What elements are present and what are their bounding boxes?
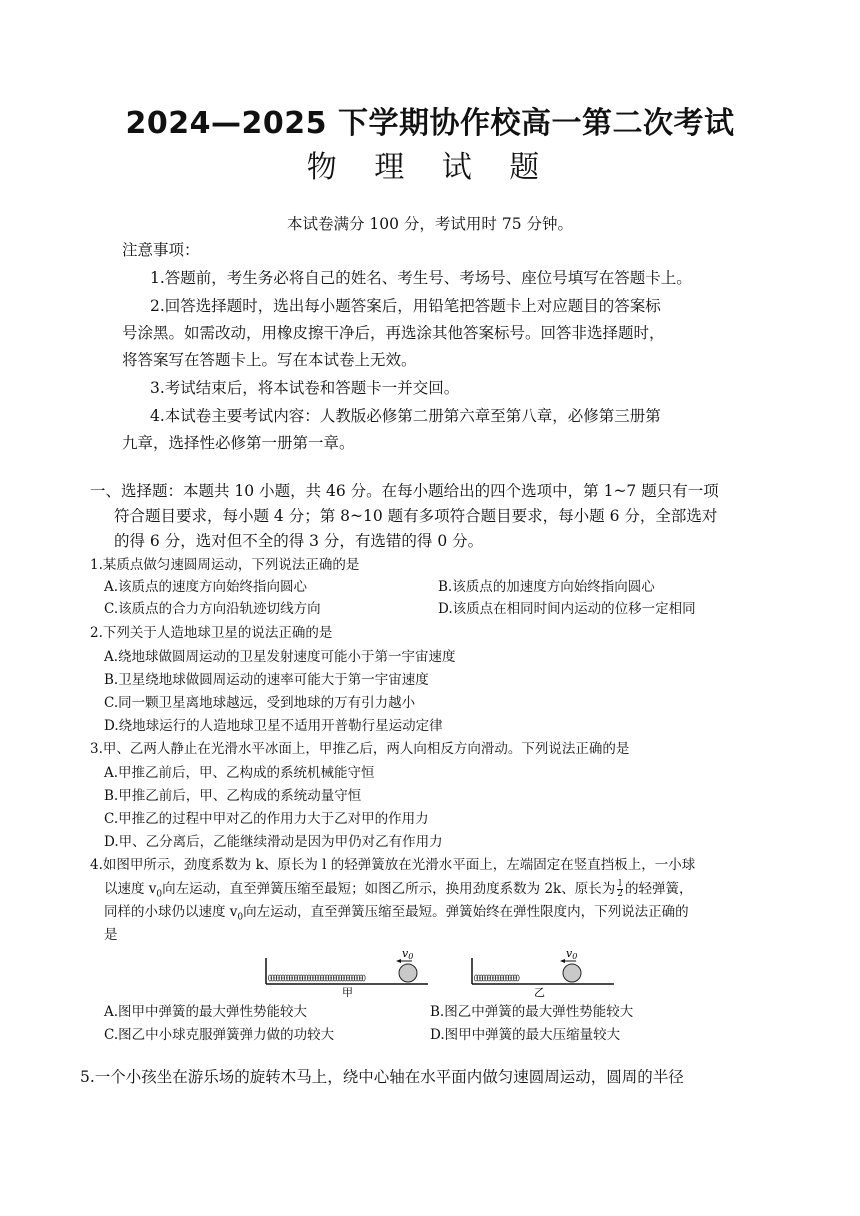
q1-option-d: D.该质点在相同时间内运动的位移一定相同 — [438, 601, 696, 617]
fraction-l-over-2: $\frac{l}{2}$ — [617, 879, 623, 899]
section-heading-line-3: 的得 6 分，选对但不全的得 3 分，有选错的得 0 分。 — [114, 532, 484, 550]
q2-option-d: D.绕地球运行的人造地球卫星不适用开普勒行星运动定律 — [104, 718, 443, 734]
notice-item-3: 3.考试结束后，将本试卷和答题卡一并交回。 — [150, 379, 460, 397]
q3-option-b: B.甲推乙前后，甲、乙构成的系统动量守恒 — [104, 788, 362, 804]
q2-option-a: A.绕地球做圆周运动的卫星发射速度可能小于第一宇宙速度 — [104, 649, 456, 665]
notice-item-2-line-3: 将答案写在答题卡上。写在本试卷上无效。 — [122, 351, 417, 369]
exam-info: 本试卷满分 100 分，考试用时 75 分钟。 — [286, 215, 574, 233]
q2-stem: 2.下列关于人造地球卫星的说法正确的是 — [90, 625, 333, 641]
q4-option-a: A.图甲中弹簧的最大弹性势能较大 — [104, 1004, 308, 1020]
q3-stem: 3.甲、乙两人静止在光滑水平冰面上，甲推乙后，两人向相反方向滑动。下列说法正确的是 — [90, 741, 630, 757]
notice-item-2-line-1: 2.回答选择题时，选出每小题答案后，用铅笔把答题卡上对应题目的答案标 — [150, 297, 661, 315]
q3-option-a: A.甲推乙前后，甲、乙构成的系统机械能守恒 — [104, 765, 375, 781]
figure-yi — [468, 948, 618, 998]
q1-stem: 1.某质点做匀速圆周运动，下列说法正确的是 — [90, 557, 360, 573]
notice-item-4-line-1: 4.本试卷主要考试内容：人教版必修第二册第六章至第八章，必修第三册第 — [150, 407, 661, 425]
q1-option-c: C.该质点的合力方向沿轨迹切线方向 — [104, 601, 321, 617]
q2-option-c: C.同一颗卫星离地球越远，受到地球的万有引力越小 — [104, 695, 416, 711]
figure-jia — [262, 948, 432, 998]
figure-label-yi: 乙 — [534, 986, 545, 998]
q4-stem-line-4: 是 — [104, 927, 118, 943]
arrowhead-yi — [560, 959, 565, 963]
section-heading-line-2: 符合题目要求，每小题 4 分；第 8~10 题有多项符合题目要求，每小题 6 分，全部选对 — [114, 507, 718, 525]
notice-item-4-line-2: 九章，选择性必修第一册第一章。 — [122, 434, 355, 452]
notice-item-2-line-2: 号涂黑。如需改动，用橡皮擦干净后，再选涂其他答案标号。回答非选择题时， — [122, 324, 665, 342]
q2-option-b: B.卫星绕地球做圆周运动的速率可能大于第一宇宙速度 — [104, 672, 429, 688]
exam-title: 2024—2025 下学期协作校高一第二次考试 — [125, 106, 735, 141]
q5-stem: 5.一个小孩坐在游乐场的旋转木马上，绕中心轴在水平面内做匀速圆周运动，圆周的半径 — [80, 1068, 684, 1086]
arrowhead-jia — [396, 959, 401, 963]
q1-option-a: A.该质点的速度方向始终指向圆心 — [104, 579, 308, 595]
notice-item-1: 1.答题前，考生务必将自己的姓名、考生号、考场号、座位号填写在答题卡上。 — [150, 269, 692, 287]
figure-label-jia: 甲 — [342, 986, 353, 998]
q4-option-c: C.图乙中小球克服弹簧弹力做的功较大 — [104, 1027, 335, 1043]
velocity-label-jia: v0 — [402, 948, 414, 961]
spring-jia — [268, 975, 365, 981]
section-heading-line-1: 一、选择题：本题共 10 小题，共 46 分。在每小题给出的四个选项中，第 1~7 题只有一项 — [90, 482, 719, 500]
q4-stem-line-3: 同样的小球仍以速度 $v_0$向左运动，直至弹簧压缩至最短。弹簧始终在弹性限度内，下列说法正确的 — [104, 904, 689, 923]
ball-jia — [399, 964, 417, 982]
q3-option-d: D.甲、乙分离后，乙能继续滑动是因为甲仍对乙有作用力 — [104, 834, 443, 850]
subject-title: 物 理 试 题 — [306, 150, 554, 185]
notice-heading: 注意事项： — [122, 241, 200, 259]
spring-yi — [474, 975, 519, 981]
velocity-label-yi: v0 — [566, 948, 578, 961]
q1-option-b: B.该质点的加速度方向始终指向圆心 — [438, 579, 655, 595]
q4-stem-line-1: 4.如图甲所示，劲度系数为 k、原长为 l 的轻弹簧放在光滑水平面上，左端固定在竖直挡板上，一小球 — [90, 857, 696, 873]
q4-option-d: D.图甲中弹簧的最大压缩量较大 — [430, 1027, 621, 1043]
q4-option-b: B.图乙中弹簧的最大弹性势能较大 — [430, 1004, 634, 1020]
q4-stem-line-2: 以速度 $v_0$向左运动，直至弹簧压缩至最短；如图乙所示，换用劲度系数为 2k、原长为 $\frac{l}{2}$ 的轻弹簧， — [104, 879, 693, 900]
ball-yi — [563, 964, 581, 982]
q3-option-c: C.甲推乙的过程中甲对乙的作用力大于乙对甲的作用力 — [104, 811, 429, 827]
